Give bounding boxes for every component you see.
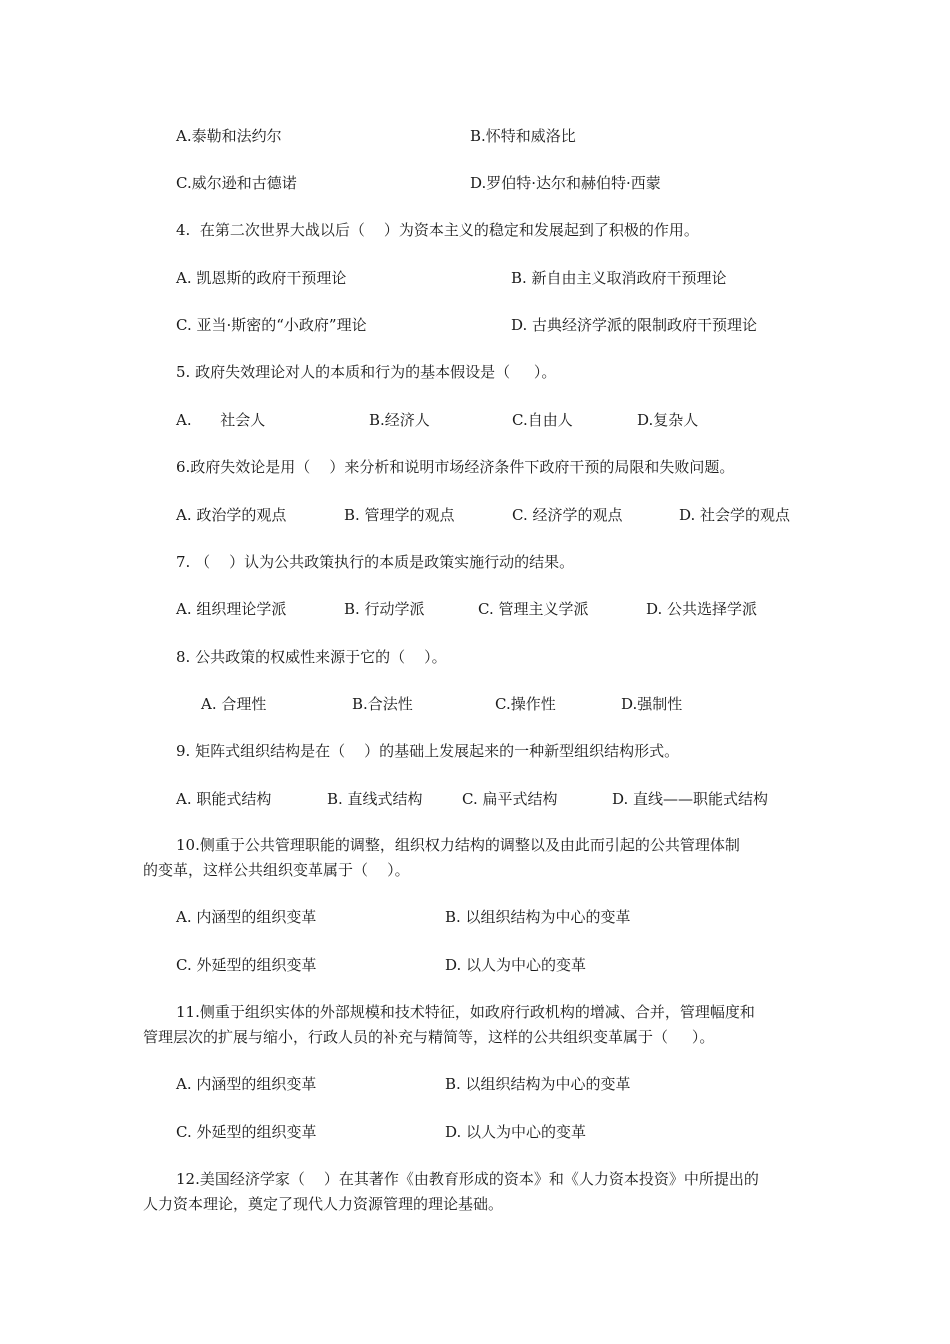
q8-option-a: A. 合理性: [201, 695, 267, 713]
q12-stem-line2: 人力资本理论，奠定了现代人力资源管理的理论基础。: [143, 1195, 504, 1213]
q8-option-d: D.强制性: [621, 695, 683, 713]
q4-option-c: C. 亚当·斯密的“小政府”理论: [176, 316, 367, 334]
q7-option-c: C. 管理主义学派: [478, 600, 589, 618]
q7-stem: 7. （ ）认为公共政策执行的本质是政策实施行动的结果。: [176, 553, 575, 571]
q8-option-b: B.合法性: [352, 695, 413, 713]
q5-stem: 5. 政府失效理论对人的本质和行为的基本假设是（ ）。: [176, 363, 557, 381]
q6-option-b: B. 管理学的观点: [344, 506, 455, 524]
q3-option-d: D.罗伯特·达尔和赫伯特·西蒙: [470, 174, 661, 192]
q11-stem-line1: 11.侧重于组织实体的外部规模和技术特征，如政府行政机构的增减、合并，管理幅度和: [176, 1003, 755, 1021]
q4-option-b: B. 新自由主义取消政府干预理论: [511, 269, 727, 287]
q8-option-c: C.操作性: [495, 695, 556, 713]
q9-option-c: C. 扁平式结构: [462, 790, 558, 808]
q5-option-c: C.自由人: [512, 411, 573, 429]
q3-option-b: B.怀特和威洛比: [470, 127, 576, 145]
q12-stem-line1: 12.美国经济学家（ ）在其著作《由教育形成的资本》和《人力资本投资》中所提出的: [176, 1170, 759, 1188]
q6-option-a: A. 政治学的观点: [176, 506, 287, 524]
q4-option-d: D. 古典经济学派的限制政府干预理论: [511, 316, 758, 334]
q11-option-d: D. 以人为中心的变革: [445, 1123, 587, 1141]
q4-option-a: A. 凯恩斯的政府干预理论: [176, 269, 347, 287]
q5-option-d: D.复杂人: [637, 411, 699, 429]
q8-stem: 8. 公共政策的权威性来源于它的（ ）。: [176, 648, 447, 666]
q6-stem: 6.政府失效论是用（ ）来分析和说明市场经济条件下政府干预的局限和失败问题。: [176, 458, 735, 476]
q7-option-b: B. 行动学派: [344, 600, 425, 618]
q4-stem: 4. 在第二次世界大战以后（ ）为资本主义的稳定和发展起到了积极的作用。: [176, 221, 699, 239]
q10-option-c: C. 外延型的组织变革: [176, 956, 317, 974]
q3-option-c: C.威尔逊和古德诺: [176, 174, 297, 192]
q10-option-d: D. 以人为中心的变革: [445, 956, 587, 974]
q11-option-b: B. 以组织结构为中心的变革: [445, 1075, 631, 1093]
q6-option-d: D. 社会学的观点: [679, 506, 791, 524]
q9-option-d: D. 直线——职能式结构: [612, 790, 769, 808]
q9-option-a: A. 职能式结构: [176, 790, 272, 808]
q11-option-c: C. 外延型的组织变革: [176, 1123, 317, 1141]
q11-stem-line2: 管理层次的扩展与缩小，行政人员的补充与精简等，这样的公共组织变革属于（ ）。: [143, 1028, 715, 1046]
q5-option-a: A. 社会人: [176, 411, 266, 429]
q10-stem-line2: 的变革，这样公共组织变革属于（ ）。: [143, 861, 410, 879]
q7-option-d: D. 公共选择学派: [646, 600, 758, 618]
q11-option-a: A. 内涵型的组织变革: [176, 1075, 317, 1093]
q9-stem: 9. 矩阵式组织结构是在（ ）的基础上发展起来的一种新型组织结构形式。: [176, 742, 680, 760]
q3-option-a: A.泰勒和法约尔: [176, 127, 282, 145]
q10-stem-line1: 10.侧重于公共管理职能的调整，组织权力结构的调整以及由此而引起的公共管理体制: [176, 836, 740, 854]
q7-option-a: A. 组织理论学派: [176, 600, 287, 618]
q5-option-b: B.经济人: [369, 411, 430, 429]
q10-option-b: B. 以组织结构为中心的变革: [445, 908, 631, 926]
q10-option-a: A. 内涵型的组织变革: [176, 908, 317, 926]
q6-option-c: C. 经济学的观点: [512, 506, 623, 524]
q9-option-b: B. 直线式结构: [327, 790, 423, 808]
